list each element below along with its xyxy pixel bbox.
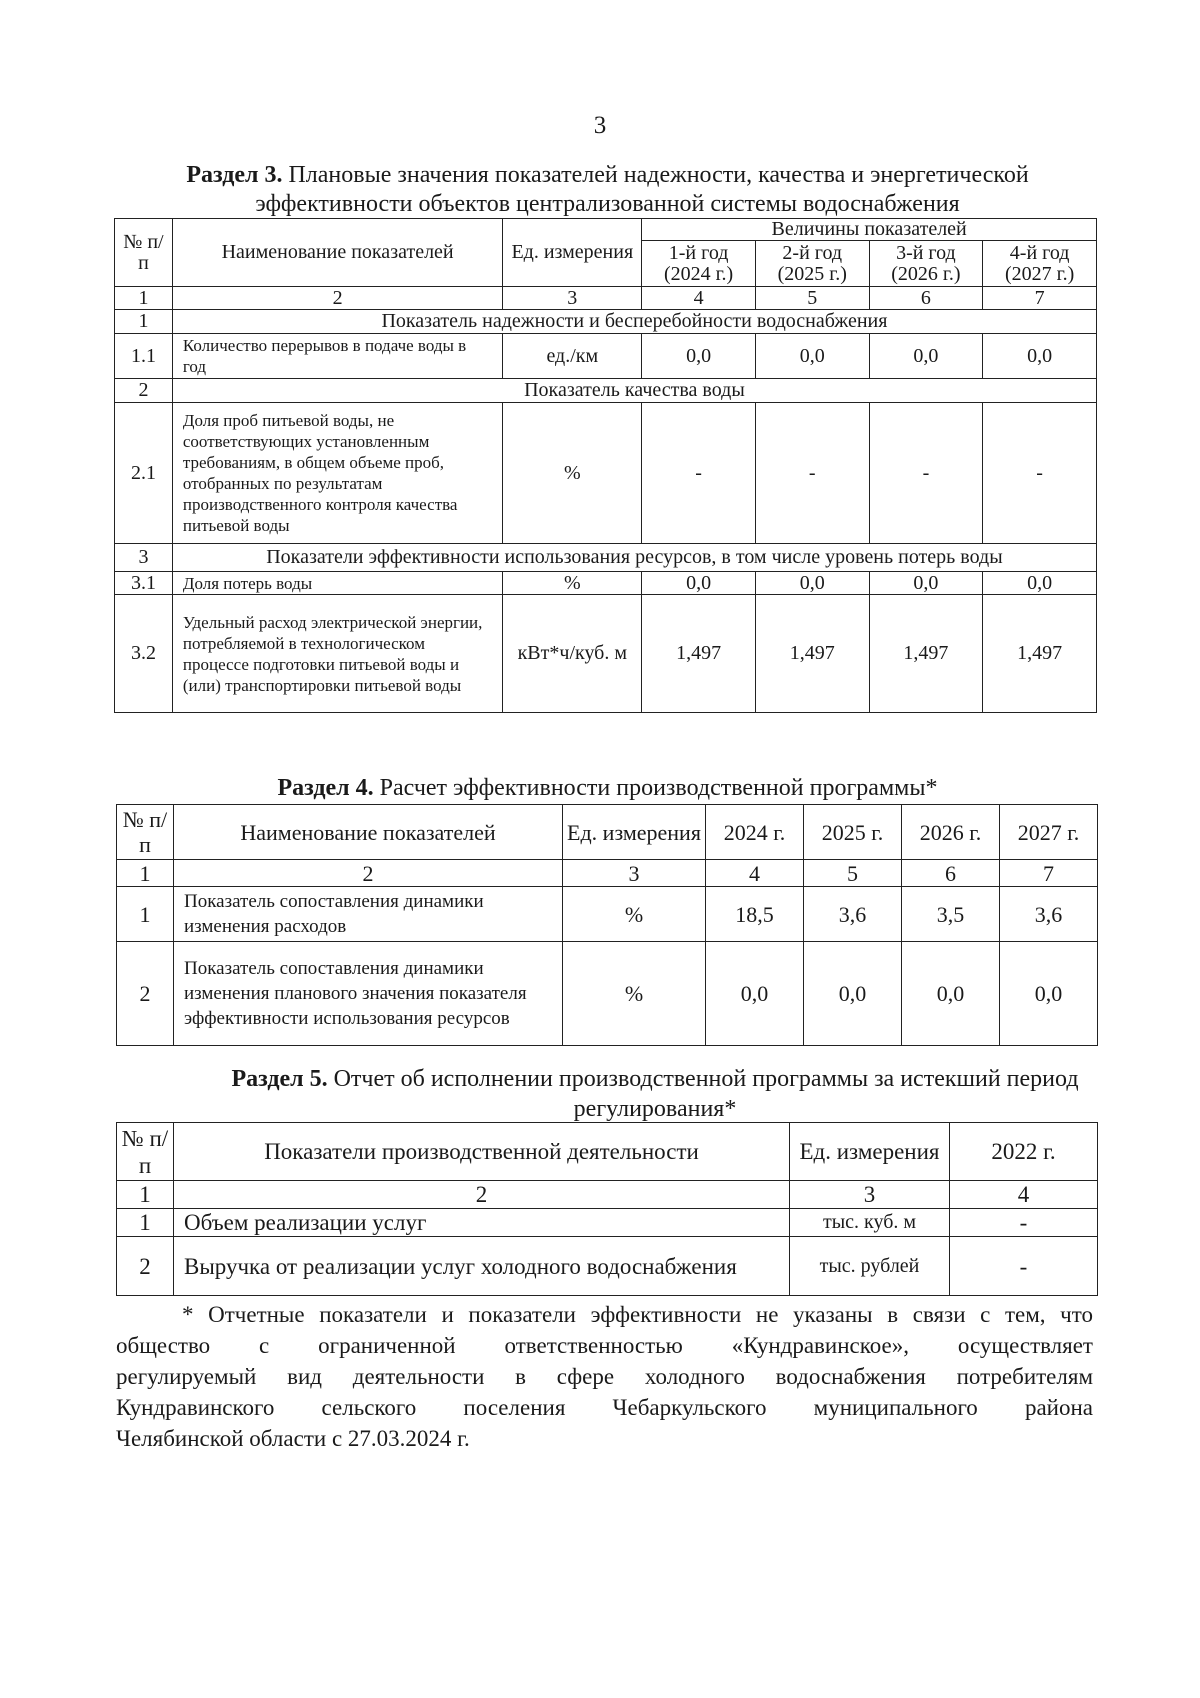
- s3-group-num: 1: [115, 310, 173, 334]
- section3-table: [114, 218, 1097, 713]
- s3-row-name: Удельный расход электрической энергии, потребляемой в технологическом процессе подготовки питьевой воды и (или) транспортировки питьевой воды: [172, 595, 502, 713]
- section4-title-text: Расчет эффективности производственной программы*: [373, 775, 938, 801]
- s3-row-num: 3.1: [115, 572, 173, 595]
- s3-head-year: 4-й год (2027 г.): [983, 241, 1097, 287]
- s3-group-num: 2: [115, 379, 173, 403]
- s3-col-number: 5: [755, 287, 869, 310]
- s3-row-num: 2.1: [115, 403, 173, 544]
- s4-row-value: 0,0: [1000, 942, 1098, 1046]
- s4-head-year: 2026 г.: [902, 805, 1000, 860]
- s4-row-name: Показатель сопоставления динамики изменения планового значения показателя эффективности использования ресурсов: [174, 942, 563, 1046]
- s4-head-year: 2027 г.: [1000, 805, 1098, 860]
- s5-row-num: 2: [117, 1237, 174, 1296]
- section4-table: [116, 804, 1098, 1046]
- section3-title: [120, 161, 1095, 219]
- section3-title-text: Плановые значения показателей надежности, качества и энергетической эффективности объектов централизованной системы водоснабжения: [255, 162, 1029, 217]
- s4-head-year: 2025 г.: [804, 805, 902, 860]
- s4-row-unit: %: [563, 887, 706, 942]
- s3-row-unit: ед./км: [503, 334, 642, 379]
- s3-row-value: 0,0: [755, 334, 869, 379]
- s4-row-name: Показатель сопоставления динамики изменения расходов: [174, 887, 563, 942]
- s3-row-value: 0,0: [869, 572, 983, 595]
- s3-head-year: 3-й год (2026 г.): [869, 241, 983, 287]
- s3-row-num: 3.2: [115, 595, 173, 713]
- s3-group-title: Показатели эффективности использования ресурсов, в том числе уровень потерь воды: [172, 544, 1096, 572]
- s4-head-year: 2024 г.: [706, 805, 804, 860]
- s3-row-value: -: [642, 403, 756, 544]
- s4-row-value: 18,5: [706, 887, 804, 942]
- s4-row-value: 0,0: [706, 942, 804, 1046]
- s3-group-num: 3: [115, 544, 173, 572]
- s3-col-number: 4: [642, 287, 756, 310]
- s4-col-number: 2: [174, 860, 563, 887]
- s5-head-name: Показатели производственной деятельности: [174, 1123, 790, 1181]
- s5-col-number: 4: [950, 1181, 1098, 1209]
- section5-title-text: Отчет об исполнении производственной программы за истекший период регулирования*: [327, 1066, 1079, 1122]
- s4-row-value: 0,0: [804, 942, 902, 1046]
- s4-col-number: 3: [563, 860, 706, 887]
- s3-row-value: 1,497: [755, 595, 869, 713]
- section5-title-bold: Раздел 5.: [231, 1066, 328, 1092]
- s3-col-number: 3: [503, 287, 642, 310]
- footnote-line: Кундравинского сельского поселения Чебаркульского муниципального района: [116, 1395, 1093, 1420]
- s3-row-value: 1,497: [642, 595, 756, 713]
- s3-head-num: № п/п: [115, 219, 173, 287]
- section5-table: [116, 1122, 1098, 1296]
- s4-col-number: 4: [706, 860, 804, 887]
- s5-row-name: Объем реализации услуг: [174, 1209, 790, 1237]
- section4-title: [120, 774, 1095, 803]
- s3-row-name: Количество перерывов в подаче воды в год: [172, 334, 502, 379]
- s5-row-value: -: [950, 1237, 1098, 1296]
- s3-row-value: 0,0: [642, 334, 756, 379]
- s4-head-unit: Ед. измерения: [563, 805, 706, 860]
- section3-title-bold: Раздел 3.: [186, 162, 283, 188]
- s5-row-name: Выручка от реализации услуг холодного водоснабжения: [174, 1237, 790, 1296]
- s3-col-number: 7: [983, 287, 1097, 310]
- s4-head-num: № п/п: [117, 805, 174, 860]
- s5-row-num: 1: [117, 1209, 174, 1237]
- s4-row-num: 2: [117, 942, 174, 1046]
- s3-row-value: -: [755, 403, 869, 544]
- s5-head-unit: Ед. измерения: [790, 1123, 950, 1181]
- section5-title: [205, 1064, 1105, 1124]
- s3-group-title: Показатель качества воды: [172, 379, 1096, 403]
- s5-row-value: -: [950, 1209, 1098, 1237]
- footnote-line: Челябинской области с 27.03.2024 г.: [116, 1426, 470, 1451]
- s4-row-value: 0,0: [902, 942, 1000, 1046]
- s3-row-value: 1,497: [983, 595, 1097, 713]
- s3-row-value: 0,0: [869, 334, 983, 379]
- s5-col-number: 3: [790, 1181, 950, 1209]
- s3-row-num: 1.1: [115, 334, 173, 379]
- s5-head-num: № п/п: [117, 1123, 174, 1181]
- s3-row-name: Доля потерь воды: [172, 572, 502, 595]
- s4-row-value: 3,5: [902, 887, 1000, 942]
- section4-title-bold: Раздел 4.: [277, 775, 374, 801]
- s3-row-unit: %: [503, 572, 642, 595]
- s4-row-value: 3,6: [1000, 887, 1098, 942]
- s3-row-value: 1,497: [869, 595, 983, 713]
- s3-head-name: Наименование показателей: [172, 219, 502, 287]
- footnote-line: * Отчетные показатели и показатели эффективности не указаны в связи с тем, что: [182, 1302, 1093, 1327]
- s3-row-value: 0,0: [642, 572, 756, 595]
- s4-col-number: 6: [902, 860, 1000, 887]
- s3-head-year: 1-й год (2024 г.): [642, 241, 756, 287]
- s4-col-number: 7: [1000, 860, 1098, 887]
- s5-col-number: 1: [117, 1181, 174, 1209]
- s3-row-value: -: [869, 403, 983, 544]
- page-number: 3: [593, 112, 607, 139]
- s5-row-unit: тыс. куб. м: [790, 1209, 950, 1237]
- s5-col-number: 2: [174, 1181, 790, 1209]
- s3-head-values: Величины показателей: [642, 219, 1097, 241]
- s4-row-num: 1: [117, 887, 174, 942]
- s3-row-name: Доля проб питьевой воды, не соответствующих установленным требованиям, в общем объеме проб, отобранных по результатам производственного контроля качества питьевой воды: [172, 403, 502, 544]
- s4-col-number: 5: [804, 860, 902, 887]
- s3-col-number: 1: [115, 287, 173, 310]
- s3-col-number: 2: [172, 287, 502, 310]
- s4-row-value: 3,6: [804, 887, 902, 942]
- s3-group-title: Показатель надежности и бесперебойности водоснабжения: [172, 310, 1096, 334]
- s3-row-unit: кВт*ч/куб. м: [503, 595, 642, 713]
- s3-row-unit: %: [503, 403, 642, 544]
- s4-row-unit: %: [563, 942, 706, 1046]
- s4-col-number: 1: [117, 860, 174, 887]
- s3-row-value: 0,0: [983, 572, 1097, 595]
- s3-row-value: 0,0: [983, 334, 1097, 379]
- footnote-line: регулируемый вид деятельности в сфере холодного водоснабжения потребителям: [116, 1364, 1093, 1389]
- s4-head-name: Наименование показателей: [174, 805, 563, 860]
- s3-row-value: 0,0: [755, 572, 869, 595]
- footnote-line: общество с ограниченной ответственностью «Кундравинское», осуществляет: [116, 1333, 1093, 1358]
- s3-head-year: 2-й год (2025 г.): [755, 241, 869, 287]
- footnote: [116, 1299, 1093, 1454]
- s5-row-unit: тыс. рублей: [790, 1237, 950, 1296]
- s3-col-number: 6: [869, 287, 983, 310]
- s3-head-unit: Ед. измерения: [503, 219, 642, 287]
- s3-row-value: -: [983, 403, 1097, 544]
- s5-head-year: 2022 г.: [950, 1123, 1098, 1181]
